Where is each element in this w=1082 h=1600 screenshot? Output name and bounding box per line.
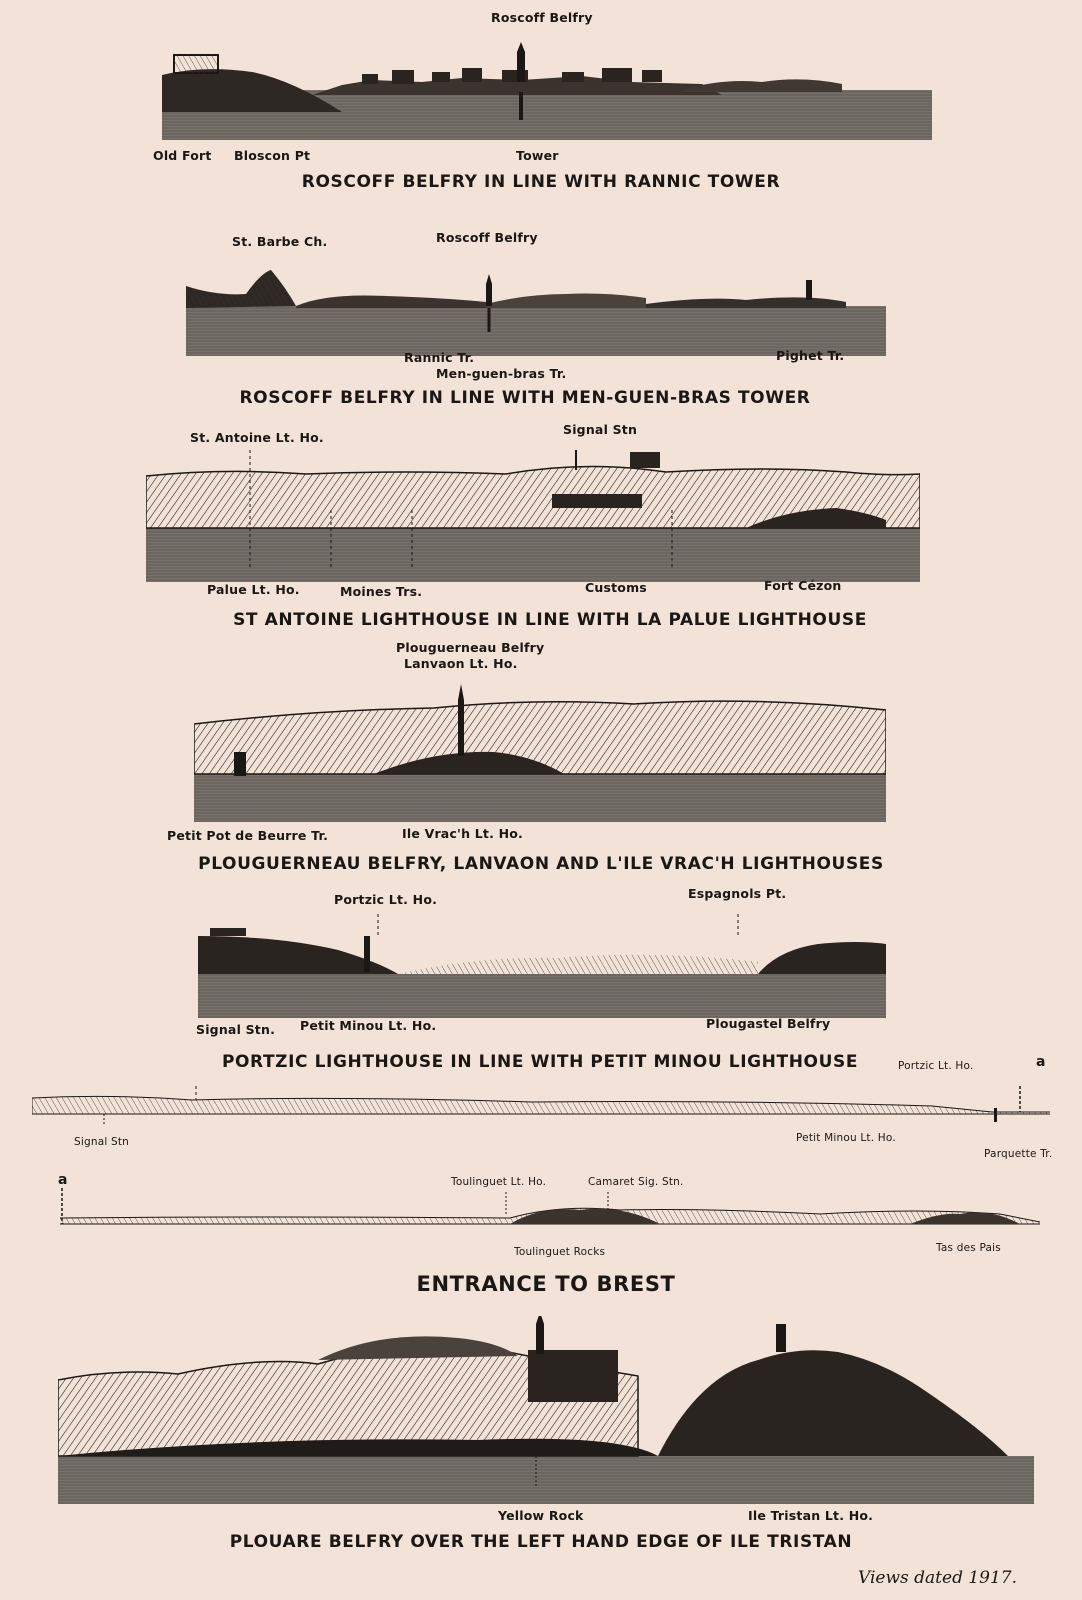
label-a-right: a xyxy=(1036,1054,1046,1070)
label-men-guen-bras-tr: Men-guen-bras Tr. xyxy=(436,366,567,381)
label-plouguerneau-belfry: Plouguerneau Belfry xyxy=(396,640,545,655)
view-roscoff-rannic xyxy=(162,40,932,140)
view-entrance-brest-lower xyxy=(60,1188,1040,1232)
label-plougastel-belfry: Plougastel Belfry xyxy=(706,1016,831,1031)
label-roscoff-belfry-2: Roscoff Belfry xyxy=(436,230,538,245)
label-toulinguet-rocks: Toulinguet Rocks xyxy=(514,1246,606,1258)
label-ile-vrach-lt-ho: Ile Vrac'h Lt. Ho. xyxy=(402,826,523,841)
caption-view-6: ENTRANCE TO BREST xyxy=(416,1272,676,1296)
label-st-antoine-lt-ho: St. Antoine Lt. Ho. xyxy=(190,430,324,445)
label-roscoff-belfry-1: Roscoff Belfry xyxy=(491,10,593,25)
label-signal-stn-5: Signal Stn. xyxy=(196,1022,276,1037)
caption-view-7: PLOUARE BELFRY OVER THE LEFT HAND EDGE OF ILE TRISTAN xyxy=(229,1532,853,1552)
caption-view-4: PLOUGUERNEAU BELFRY, LANVAON AND L'ILE VRAC'H LIGHTHOUSES xyxy=(198,854,884,874)
label-ile-tristan-lt-ho: Ile Tristan Lt. Ho. xyxy=(748,1508,874,1523)
label-st-barbe-ch: St. Barbe Ch. xyxy=(232,234,328,249)
view-entrance-brest-upper xyxy=(32,1086,1050,1136)
sea-band xyxy=(194,774,886,822)
sea-band xyxy=(198,974,886,1018)
label-tower-1: Tower xyxy=(516,148,559,163)
label-espagnols-pt: Espagnols Pt. xyxy=(688,886,787,901)
label-tas-des-pais: Tas des Pais xyxy=(936,1242,1001,1254)
label-moines-trs: Moines Trs. xyxy=(340,584,423,599)
label-petit-minou-lt-ho-5: Petit Minou Lt. Ho. xyxy=(300,1018,437,1033)
caption-view-2: ROSCOFF BELFRY IN LINE WITH MEN-GUEN-BRAS TOWER xyxy=(239,388,811,408)
label-palue-lt-ho: Palue Lt. Ho. xyxy=(207,582,300,597)
view-plouguerneau xyxy=(194,680,886,822)
label-petit-minou-lt-ho-6: Petit Minou Lt. Ho. xyxy=(796,1132,896,1144)
label-portzic-lt-ho-6: Portzic Lt. Ho. xyxy=(898,1060,974,1072)
sea-band xyxy=(146,528,920,582)
label-lanvaon-lt-ho: Lanvaon Lt. Ho. xyxy=(404,656,518,671)
label-yellow-rock: Yellow Rock xyxy=(498,1508,584,1523)
label-old-fort: Old Fort xyxy=(153,148,212,163)
label-signal-stn-3: Signal Stn xyxy=(563,422,638,437)
sea-band xyxy=(58,1456,1034,1504)
caption-view-1: ROSCOFF BELFRY IN LINE WITH RANNIC TOWER xyxy=(301,172,781,192)
label-customs: Customs xyxy=(585,580,647,595)
label-signal-stn-6: Signal Stn xyxy=(74,1136,130,1148)
label-parquette-tr: Parquette Tr. xyxy=(984,1148,1053,1160)
view-roscoff-men-guen-bras xyxy=(186,268,886,356)
label-a-left: a xyxy=(58,1172,68,1188)
caption-view-5: PORTZIC LIGHTHOUSE IN LINE WITH PETIT MINOU LIGHTHOUSE xyxy=(221,1052,859,1072)
label-portzic-lt-ho-5: Portzic Lt. Ho. xyxy=(334,892,438,907)
label-petit-pot-de-beurre-tr: Petit Pot de Beurre Tr. xyxy=(167,828,329,843)
view-portzic-petit-minou xyxy=(198,914,886,1018)
label-pighet-tr: Pighet Tr. xyxy=(776,348,845,363)
label-fort-cezon: Fort Cézon xyxy=(764,578,842,593)
views-dated-note: Views dated 1917. xyxy=(858,1568,1018,1588)
label-bloscon-pt: Bloscon Pt xyxy=(234,148,311,163)
label-camaret-sig-stn: Camaret Sig. Stn. xyxy=(588,1176,684,1188)
caption-view-3: ST ANTOINE LIGHTHOUSE IN LINE WITH LA PALUE LIGHTHOUSE xyxy=(233,610,867,630)
view-plouare-ile-tristan xyxy=(58,1316,1034,1504)
label-rannic-tr: Rannic Tr. xyxy=(404,350,475,365)
label-toulinguet-lt-ho: Toulinguet Lt. Ho. xyxy=(451,1176,547,1188)
view-st-antoine-palue xyxy=(146,450,920,582)
